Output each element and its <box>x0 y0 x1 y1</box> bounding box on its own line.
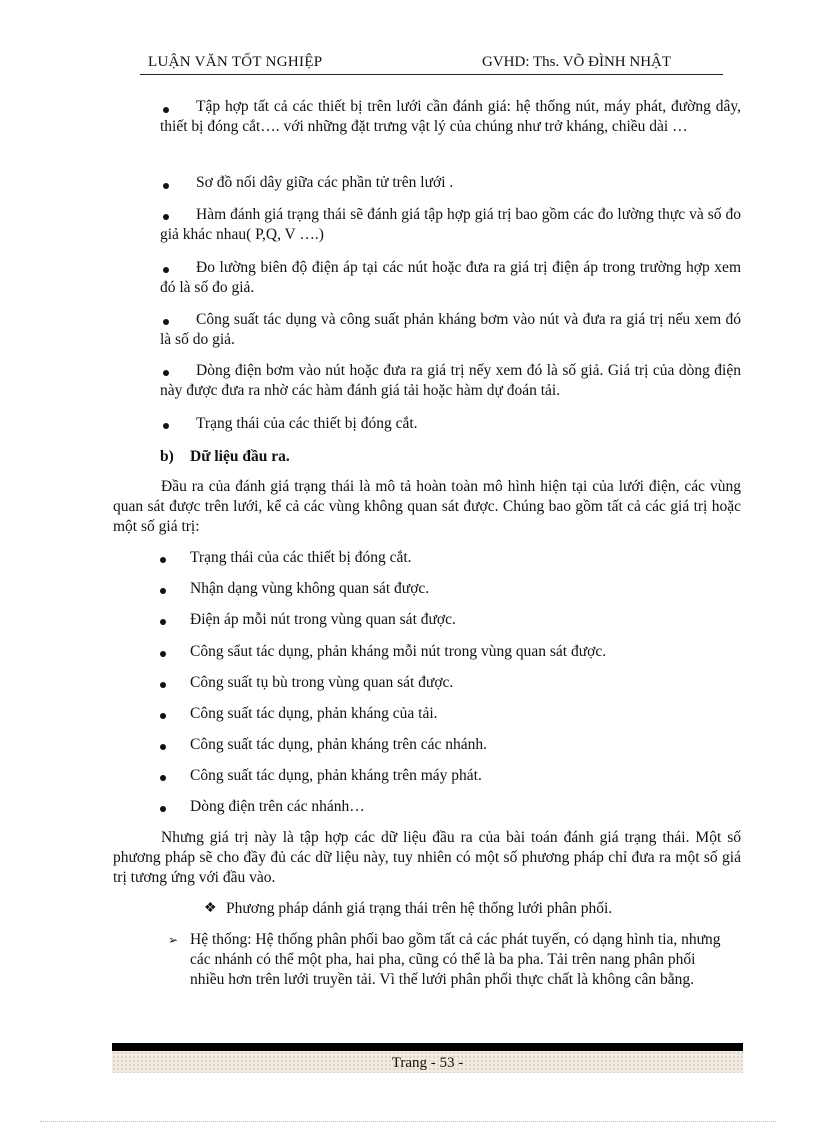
page-footer <box>112 1051 743 1073</box>
output-item: Công suất tác dụng, phản kháng trên các nhánh. <box>190 736 487 753</box>
output-item: Công sẩut tác dụng, phản kháng mỗi nút trong vùng quan sát được. <box>190 643 607 660</box>
output-item: Công suất tác dụng, phản kháng của tải. <box>190 705 438 722</box>
output-item: Công suất tụ bù trong vùng quan sát được. <box>190 674 454 691</box>
bullet-icon <box>160 713 166 719</box>
section-number: b) <box>160 448 174 465</box>
header-thesis-title: LUẬN VĂN TỐT NGHIỆP <box>148 54 323 70</box>
output-intro-paragraph: Đầu ra của đánh giá trạng thái là mô tả hoàn toàn mô hình hiện tại của lưới điện, các vùng quan sát được trên lưới, kể cả các vùng không quan sát được. Chúng bao gồm tất cả các giá trị hoặc một số giá trị: <box>113 478 741 535</box>
arrow-right-icon: ➢ <box>168 933 179 947</box>
output-item: Công suất tác dụng, phản kháng trên máy phát. <box>190 767 482 784</box>
header-advisor: GVHD: Ths. VÕ ĐÌNH NHẬT <box>482 54 672 70</box>
bullet-icon <box>160 557 166 563</box>
bullet-icon <box>160 619 166 625</box>
output-item: Điện áp mỗi nút trong vùng quan sát được. <box>190 611 456 628</box>
footer-rule <box>112 1043 743 1051</box>
page-header <box>140 52 723 75</box>
output-item: Dòng điện trên các nhánh… <box>190 798 365 815</box>
input-item: Tập hợp tất cả các thiết bị trên lưới cần đánh giá: hệ thống nút, máy phát, đường dây, thiết bị đóng cắt…. với những đặt trưng vật lý của chúng như trở kháng, chiều dài … <box>160 98 741 135</box>
section-title: Dữ liệu đầu ra. <box>190 448 290 465</box>
bullet-icon <box>160 651 166 657</box>
input-item: Đo lường biên độ điện áp tại các nút hoặc đưa ra giá trị điện áp trong trường hợp xem đó là số đo giả. <box>160 259 741 296</box>
system-paragraph: Hệ thống: Hệ thống phân phối bao gồm tất cả các phát tuyến, có dạng hình tia, nhưng các nhánh có thể một pha, hai pha, cũng có thể là ba pha. Tải trên nang phân phối nhiều hơn trên lưới truyền tải. Vì thế lưới phân phối thực chất là không cân bằng. <box>190 931 721 988</box>
input-item: Dòng điện bơm vào nút hoặc đưa ra giá trị nếy xem đó là số giả. Giá trị của dòng điện này được đưa ra nhờ các hàm đánh giá tải hoặc hàm dự đoán tải. <box>160 362 741 399</box>
bullet-icon <box>160 744 166 750</box>
bullet-icon <box>163 423 169 429</box>
bullet-icon <box>160 806 166 812</box>
input-item: Công suất tác dụng và công suất phản kháng bơm vào nút và đưa ra giá trị nếu xem đó là số do giả. <box>160 311 741 348</box>
output-item: Nhận dạng vùng không quan sát được. <box>190 580 430 597</box>
input-item: Trạng thái của các thiết bị đóng cắt. <box>196 415 418 432</box>
input-item: Hàm đánh giá trạng thái sẽ đánh giá tập hợp giá trị bao gồm các đo lường thực và số đo giả khác nhau( P,Q, V ….) <box>160 206 741 243</box>
input-item: Sơ đồ nối dây giữa các phần tử trên lưới . <box>196 174 454 191</box>
four-diamond-icon: ❖ <box>204 901 217 916</box>
bullet-icon <box>160 775 166 781</box>
conclusion-paragraph: Nhưng giá trị này là tập hợp các dữ liệu đầu ra của bài toán đánh giá trạng thái. Một số phương pháp sẽ cho đầy đủ các dữ liệu này, tuy nhiên có một số phương pháp chỉ đưa ra một số giá trị tương ứng với đầu vào. <box>113 829 741 886</box>
method-heading: Phương pháp dánh giá trạng thái trên hệ thống lưới phân phối. <box>226 900 613 917</box>
bullet-icon <box>160 588 166 594</box>
output-item: Trạng thái của các thiết bị đóng cắt. <box>190 549 412 566</box>
bullet-icon <box>160 682 166 688</box>
bullet-icon <box>163 183 169 189</box>
page-number: Trang - 53 - <box>391 1055 464 1071</box>
page-edge-divider <box>40 1121 776 1122</box>
